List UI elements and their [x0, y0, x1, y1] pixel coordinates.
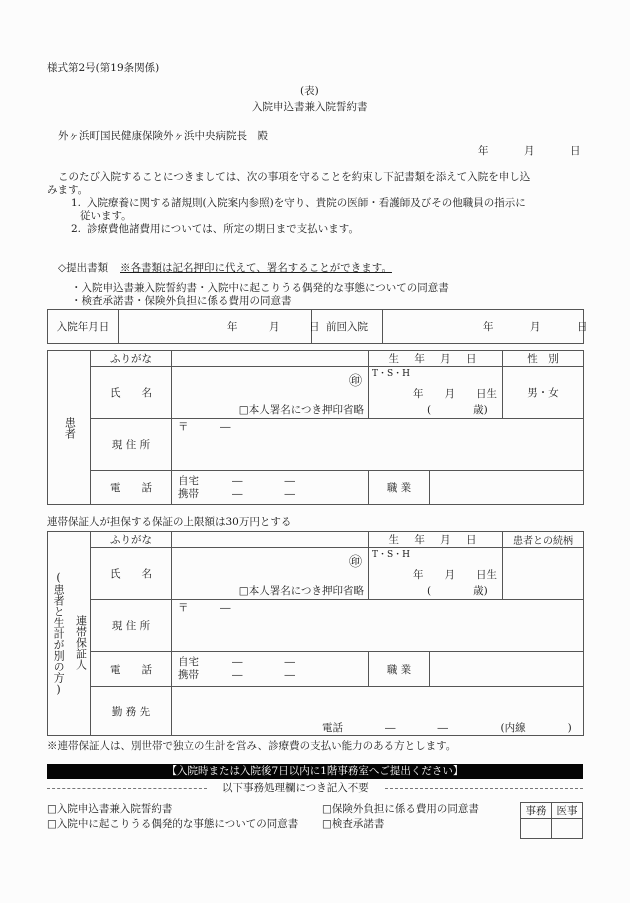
office-check-2[interactable]: □入院中に起こりうる偶発的な事態についての同意書 [47, 818, 299, 830]
g-phone-label: 電 話 [91, 652, 172, 687]
admission-year: 年 [227, 321, 238, 333]
g-furigana-field[interactable] [172, 532, 369, 548]
phone-home-dashes: ― ― [232, 475, 295, 487]
rule-2-text: 診療費他諸費用については、所定の期日まで支払います。 [87, 223, 359, 235]
g-birthdate-field[interactable] [369, 548, 503, 600]
g-address-label: 現 住 所 [91, 600, 172, 652]
g-address-field[interactable] [172, 600, 584, 652]
relation-field[interactable] [503, 548, 584, 600]
form-side: (表) [300, 85, 319, 97]
birth-ymd: 年 月 日生 [413, 388, 498, 400]
documents-item-1: ・入院申込書兼入院誓約書・入院中に起こりうる偶発的な事態についての同意書 [71, 282, 449, 294]
date-month: 月 [524, 145, 535, 157]
furigana-label: ふりがな [91, 351, 172, 367]
stamp-cell-office[interactable] [521, 819, 552, 839]
g-phone-mobile-dashes: ― ― [232, 669, 295, 681]
g-phone-home-dashes: ― ― [232, 656, 295, 668]
documents-note: ※各書類は記名押印に代えて、署名することができます。 [120, 262, 392, 274]
workplace-field[interactable] [172, 687, 584, 736]
divider-left [47, 788, 207, 789]
phone-mobile-label: 携帯 [178, 488, 199, 500]
postal-code: 〒 ― [178, 421, 231, 433]
phone-mobile-dashes: ― ― [232, 488, 295, 500]
g-phone-mobile-label: 携帯 [178, 669, 199, 681]
birthdate-field[interactable] [369, 367, 503, 419]
admission-date-field[interactable] [119, 310, 320, 344]
date-year: 年 [478, 145, 489, 157]
stamp-header-office: 事務 [521, 803, 552, 819]
admission-table [47, 309, 588, 344]
address-field[interactable] [172, 419, 584, 471]
sign-omit-checkbox[interactable]: □本人署名につき押印省略 [238, 403, 364, 416]
divider-right [385, 788, 583, 789]
job-label: 職 業 [369, 471, 430, 505]
guarantor-table [47, 531, 584, 736]
form-number: 様式第2号(第19条関係) [47, 62, 160, 74]
stamp-cell-medical[interactable] [552, 819, 583, 839]
g-age-field: ( 歳) [427, 584, 488, 597]
intro-line-1: このたび入院することにつきましては、次の事項を守ることを約束し下記書類を添えて入院を申し込 [58, 171, 531, 183]
phone-home-label: 自宅 [178, 475, 199, 487]
furigana-field[interactable] [172, 351, 369, 367]
phone-label: 電 話 [91, 471, 172, 505]
name-field[interactable] [172, 367, 369, 419]
office-check-3[interactable]: □保険外負担に係る費用の同意書 [322, 803, 479, 815]
office-divider-label: 以下事務処理欄につき記入不要 [222, 782, 369, 794]
address-label: 現 住 所 [91, 419, 172, 471]
sex-header: 性 別 [503, 351, 584, 367]
g-furigana-label: ふりがな [91, 532, 172, 548]
admission-day: 日 [309, 321, 320, 333]
g-job-label: 職 業 [369, 652, 430, 687]
seal-icon: ㊞ [348, 374, 362, 389]
rule-1-text-cont: 従います。 [80, 210, 132, 222]
prev-day: 日 [577, 321, 588, 333]
admission-date-label: 入院年月日 [48, 310, 119, 344]
g-phone-home-label: 自宅 [178, 656, 199, 668]
g-job-field[interactable] [430, 652, 584, 687]
office-check-4[interactable]: □検査承諾書 [322, 818, 385, 830]
g-birthdate-header: 生 年 月 日 [369, 532, 503, 548]
submission-banner: 【入院時または入院後7日以内に1階事務室へご提出ください】 [47, 764, 583, 779]
g-era-options: T・S・H [372, 550, 411, 560]
birthdate-header: 生 年 月 日 [369, 351, 503, 367]
g-seal-icon: ㊞ [348, 555, 362, 570]
g-phone-field[interactable] [172, 652, 369, 687]
patient-table [47, 350, 584, 505]
sex-options[interactable]: 男・女 [503, 367, 584, 419]
job-field[interactable] [430, 471, 584, 505]
guarantor-limit-note: 連帯保証人が担保する保証の上限額は30万円とする [47, 516, 292, 528]
phone-field[interactable] [172, 471, 369, 505]
g-name-label: 氏 名 [91, 548, 172, 600]
guarantor-side-label: 連帯保証人 (患者と生計が別の方) [48, 532, 91, 736]
prev-year: 年 [483, 321, 494, 333]
previous-admission-label: 前回入院 [312, 310, 383, 344]
documents-label: ◇提出書類 [58, 262, 109, 274]
g-name-field[interactable] [172, 548, 369, 600]
prev-month: 月 [530, 321, 541, 333]
date-day: 日 [570, 145, 581, 157]
rule-2-number: 2. [71, 223, 82, 235]
admission-month: 月 [269, 321, 280, 333]
previous-admission-field[interactable] [383, 310, 588, 344]
patient-side-label: 患者 [48, 351, 91, 505]
documents-item-2: ・検査承諾書・保険外負担に係る費用の同意書 [71, 295, 292, 307]
g-sign-omit-checkbox[interactable]: □本人署名につき押印省略 [238, 584, 364, 597]
age-field: ( 歳) [427, 403, 488, 416]
guarantor-footnote: ※連帯保証人は、別世帯で独立の生計を営み、診療費の支払い能力のある方とします。 [47, 740, 457, 752]
workplace-label: 勤 務 先 [91, 687, 172, 736]
workplace-phone: 電話 ― ― (内線 ) [322, 721, 572, 734]
rule-1-text: 入院療養に関する諸規則(入院案内参照)を守り、貴院の医師・看護師及びその他職員の指示に [87, 197, 526, 209]
era-options: T・S・H [372, 369, 411, 379]
stamp-header-medical: 医事 [552, 803, 583, 819]
page-title: 入院申込書兼入院誓約書 [252, 101, 368, 113]
g-postal-code: 〒 ― [178, 602, 231, 614]
g-birth-ymd: 年 月 日生 [413, 569, 497, 581]
addressee: 外ヶ浜町国民健康保険外ヶ浜中央病院長 殿 [58, 130, 268, 142]
relation-header: 患者との続柄 [503, 532, 584, 548]
rule-1-number: 1. [71, 197, 82, 209]
stamp-box [520, 802, 583, 839]
intro-line-2: みます。 [47, 184, 89, 196]
name-label: 氏 名 [91, 367, 172, 419]
office-check-1[interactable]: □入院申込書兼入院誓約書 [47, 803, 173, 815]
